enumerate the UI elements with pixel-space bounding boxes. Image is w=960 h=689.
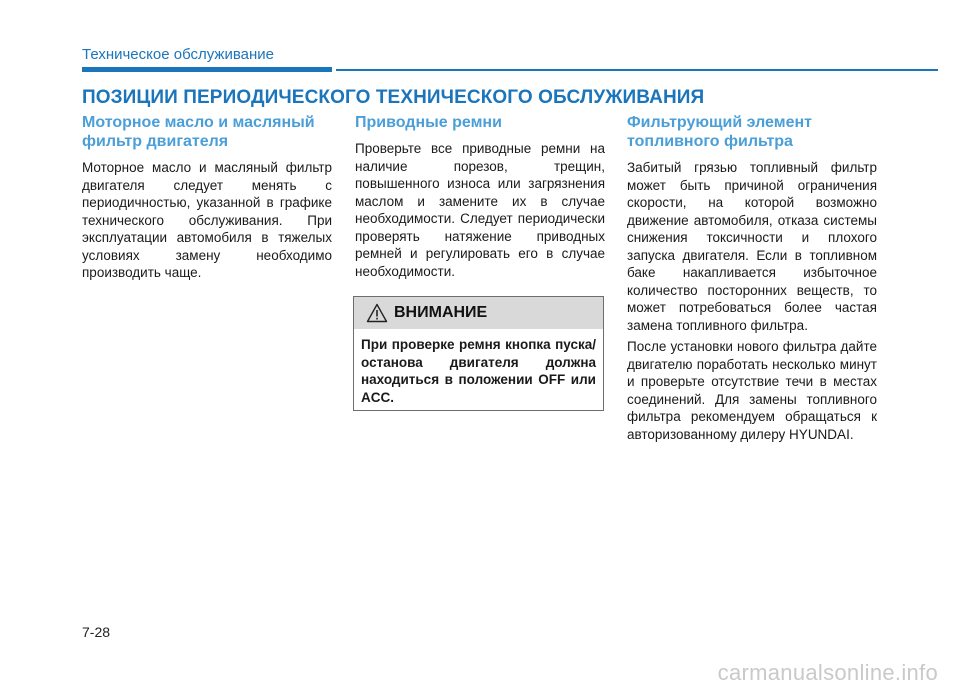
column-paragraph: После установки нового фильтра дайте двигателю поработать несколько минут и проверьте отсутствие течи в местах соединений. Для замены топливного фильтра рекомендуем обращаться к авторизованному дилеру HYUNDAI. <box>627 339 877 442</box>
page-number: 7-28 <box>82 624 111 640</box>
column-paragraph: Моторное масло и масляный фильтр двигателя следует менять с периодичностью, указанной в графике технического обслуживания. При эксплуатации автомобиля в тяжелых условиях замену необходимо производить чаще. <box>82 160 332 280</box>
warning-box <box>353 296 604 411</box>
header-rule-thick <box>82 67 332 72</box>
column-title: Фильтрующий элемент топливного фильтра <box>627 114 812 150</box>
section-title: ПОЗИЦИИ ПЕРИОДИЧЕСКОГО ТЕХНИЧЕСКОГО ОБСЛУЖИВАНИЯ <box>82 87 705 108</box>
warning-header <box>354 297 603 329</box>
header-rule-thin <box>336 69 938 71</box>
column-paragraph: Проверьте все приводные ремни на наличие порезов, трещин, повышенного износа или загрязнения маслом и замените их в случае необходимости. Следует периодически проверять натяжение приводных ремней и регулировать его в случае необходимости. <box>355 141 605 279</box>
warning-triangle-icon <box>366 303 388 323</box>
column-fuel-filter <box>627 113 877 443</box>
column-engine-oil <box>82 113 332 282</box>
warning-text: При проверке ремня кнопка пуска/останова двигателя должна находиться в положении OFF или ACC. <box>361 337 596 405</box>
warning-title: ВНИМАНИЕ <box>394 304 488 321</box>
column-title: Моторное масло и масляный фильтр двигателя <box>82 114 315 150</box>
column-title: Приводные ремни <box>355 114 502 131</box>
running-header: Техническое обслуживание <box>82 46 274 63</box>
column-drive-belts <box>355 113 605 280</box>
watermark: carmanualsonline.info <box>717 660 938 685</box>
column-paragraph: Забитый грязью топливный фильтр может быть причиной ограничения скорости, на которой возможно движение автомобиля, отказа системы снижения токсичности и плохого запуска двигателя. Если в топливном баке накапливается избыточное количество посторонних веществ, то может потребоваться более частая замена топливного фильтра. <box>627 160 877 333</box>
